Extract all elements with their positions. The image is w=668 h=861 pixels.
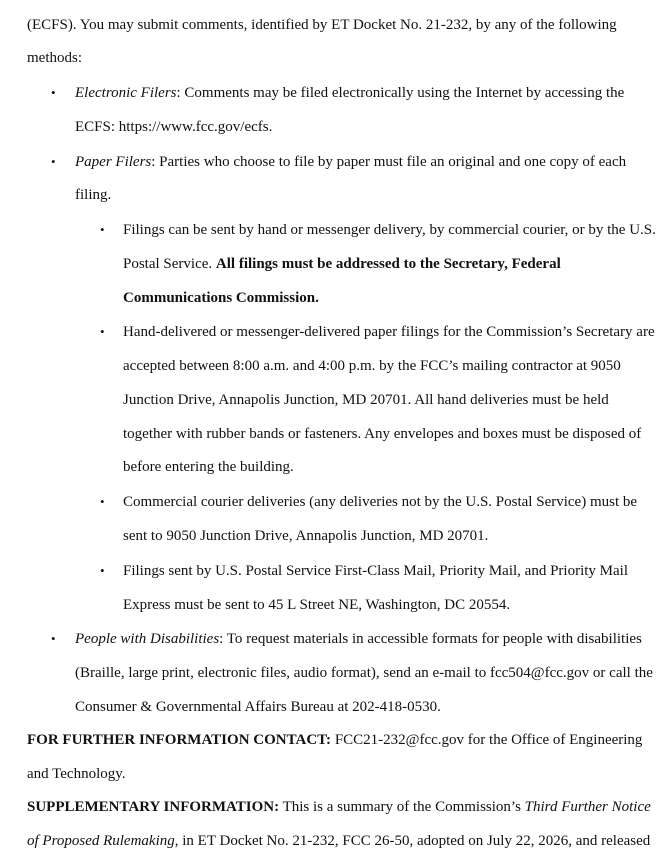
bullet-paper: • (51, 154, 56, 169)
bullet-hand-delivery: • (100, 324, 105, 339)
intro-line-2: methods: (27, 50, 82, 66)
disabilities-line-2: (Braille, large print, electronic files, audio format), send an e-mail to fcc504@fcc.gov or call the (75, 665, 653, 681)
courier-line-1: Filings can be sent by hand or messenger delivery, by commercial courier, or by the U.S. (123, 222, 656, 238)
disabilities-label: People with Disabilities (75, 631, 220, 647)
contact-line-1: FOR FURTHER INFORMATION CONTACT: FCC21-232@fcc.gov for the Office of Engineering (27, 732, 643, 748)
courier-line-2: Postal Service. All filings must be addressed to the Secretary, Federal (123, 256, 561, 272)
supplementary-line-1: SUPPLEMENTARY INFORMATION: This is a summary of the Commission’s Third Further Notice (27, 799, 651, 815)
electronic-filers-line-1: Electronic Filers: Comments may be filed electronically using the Internet by accessing the (75, 85, 625, 101)
hand-delivery-line-3: Junction Drive, Annapolis Junction, MD 20701. All hand deliveries must be held (123, 392, 609, 408)
bullet-disabilities: • (51, 631, 56, 646)
courier-line-3: Communications Commission. (123, 290, 319, 306)
paper-filers-line-1: Paper Filers: Parties who choose to file by paper must file an original and one copy of each (75, 154, 627, 170)
electronic-filers-line-2: ECFS: https://www.fcc.gov/ecfs. (75, 119, 273, 135)
hand-delivery-line-2: accepted between 8:00 a.m. and 4:00 p.m. by the FCC’s mailing contractor at 9050 (123, 358, 621, 374)
commercial-courier-line-2: sent to 9050 Junction Drive, Annapolis Junction, MD 20701. (123, 528, 489, 544)
hand-delivery-line-4: together with rubber bands or fasteners. Any envelopes and boxes must be disposed of (123, 426, 642, 442)
paper-filers-label: Paper Filers (75, 154, 152, 170)
usps-line-1: Filings sent by U.S. Postal Service First-Class Mail, Priority Mail, and Priority Mail (123, 563, 628, 579)
bullet-commercial-courier: • (100, 494, 105, 509)
electronic-filers-label: Electronic Filers (75, 85, 177, 101)
commercial-courier-line-1: Commercial courier deliveries (any deliveries not by the U.S. Postal Service) must be (123, 494, 638, 510)
contact-line-2: and Technology. (27, 766, 126, 782)
hand-delivery-line-5: before entering the building. (123, 459, 294, 475)
hand-delivery-line-1: Hand-delivered or messenger-delivered paper filings for the Commission’s Secretary are (123, 324, 655, 340)
bullet-courier: • (100, 222, 105, 237)
contact-heading: FOR FURTHER INFORMATION CONTACT: (27, 732, 332, 748)
intro-line-1: (ECFS). You may submit comments, identified by ET Docket No. 21-232, by any of the following (27, 17, 617, 33)
paper-filers-line-2: filing. (75, 187, 112, 203)
disabilities-line-3: Consumer & Governmental Affairs Bureau at 202-418-0530. (75, 699, 441, 715)
supplementary-line-2: of Proposed Rulemaking, in ET Docket No. 21-232, FCC 26-50, adopted on July 22, 2026, and released (27, 833, 651, 849)
bullet-usps: • (100, 563, 105, 578)
disabilities-line-1: People with Disabilities: To request materials in accessible formats for people with disabilities (75, 631, 642, 647)
usps-line-2: Express must be sent to 45 L Street NE, Washington, DC 20554. (123, 597, 511, 613)
supplementary-heading: SUPPLEMENTARY INFORMATION: (27, 799, 280, 815)
bullet-electronic: • (51, 85, 56, 100)
